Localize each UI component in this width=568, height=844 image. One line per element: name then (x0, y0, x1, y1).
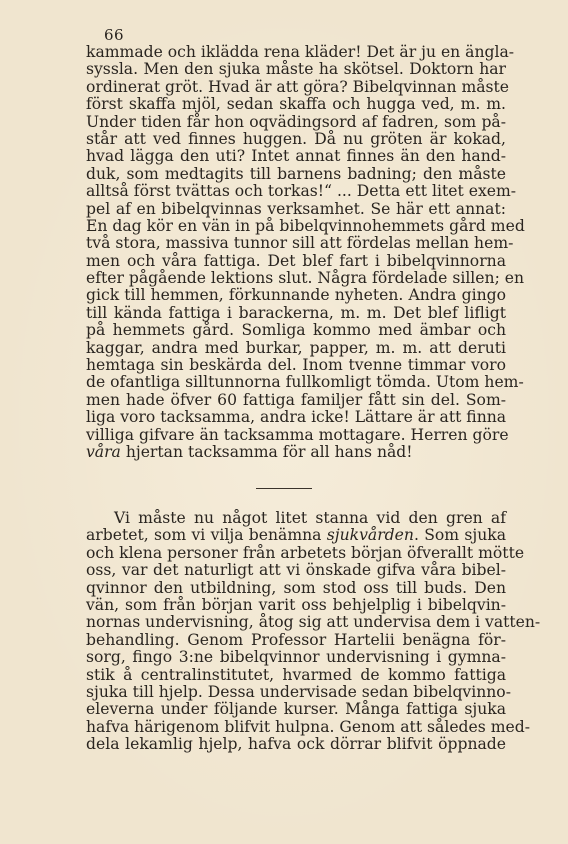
text-line: Vi måste nu något litet stanna vid den gren af (114, 509, 506, 527)
text-line: kaggar, andra med burkar, papper, m. m. att deruti (86, 338, 506, 357)
text-line: hafva härigenom blifvit hulpna. Genom att således med- (86, 717, 530, 736)
paragraph-1 (86, 43, 525, 461)
text-line: villiga gifvare än tacksamma mottagare. Herren göre (86, 425, 509, 444)
text-line: syssla. Men den sjuka måste ha skötsel. Doktorn har (86, 60, 506, 79)
text-line: pel af en bibelqvinnas verksamhet. Se här ett annat: (86, 199, 506, 218)
text-line: ordinerat gröt. Hvad är att göra? Bibelqvinnan måste (86, 77, 510, 96)
text-line: vän, som från början varit oss behjelplig i bibelqvin- (86, 595, 506, 614)
text-line: qvinnor den utbildning, som stod oss till buds. Den (86, 578, 506, 597)
text-line: kammade och iklädda rena kläder! Det är ju en ängla- (86, 43, 515, 61)
text-line: på hemmets gård. Somliga kommo med ämbar och (86, 321, 506, 340)
text-line: eleverna under följande kurser. Många fattiga sjuka (86, 700, 506, 719)
text-line: står att ved finnes huggen. Då nu gröten är kokad, (86, 129, 506, 148)
text-line: duk, som medtagits till barnens badning; den måste (86, 164, 506, 183)
text-line: och klena personer från arbetets början öfverallt mötte (86, 543, 525, 562)
text-line: oss, var det naturligt att vi önskade gifva våra bibel- (86, 561, 506, 580)
text-line: våra hjertan tacksamma för all hans nåd! (86, 442, 413, 461)
section-divider (256, 488, 312, 489)
text-line: nornas undervisning, åtog sig att undervisa dem i vatten- (86, 613, 541, 632)
text-line: dela lekamlig hjelp, hafva ock dörrar blifvit öppnade (86, 735, 506, 754)
text-line: arbetet, som vi vilja benämna sjukvården. Som sjuka (86, 526, 507, 545)
text-line: sjuka till hjelp. Dessa undervisade sedan bibelqvinno- (86, 682, 511, 701)
paragraph-2 (86, 509, 541, 754)
text-line: gick till hemmen, förkunnande nyheten. Andra gingo (86, 286, 506, 305)
text-line: En dag kör en vän in på bibelqvinnohemmets gård med (86, 216, 525, 235)
text-line: efter pågående lektions slut. Några fördelade sillen; en (86, 269, 525, 288)
text-line: till kända fattiga i barackerna, m. m. Det blef lifligt (86, 303, 506, 322)
text-line: sorg, fingo 3:ne bibelqvinnor undervisning i gymna- (86, 648, 506, 667)
text-line: två stora, massiva tunnor sill att fördelas mellan hem- (86, 234, 514, 253)
text-line: hemtaga sin beskärda del. Inom tvenne timmar voro (86, 356, 506, 375)
text-line: liga voro tacksamma, andra icke! Lättare är att finna (86, 408, 507, 427)
text-line: men och våra fattiga. Det blef fart i bibelqvinnorna (86, 251, 506, 270)
emphasized-word: våra (86, 442, 121, 461)
text-line: behandling. Genom Professor Hartelii benägna för- (86, 630, 506, 649)
text-line: stik å centralinstitutet, hvarmed de kommo fattiga (86, 665, 506, 684)
text-line: de ofantliga silltunnorna fullkomligt tömda. Utom hem- (86, 373, 524, 392)
emphasized-word: sjukvården (326, 526, 414, 545)
page-number: 66 (104, 26, 125, 44)
text-line: hvad lägga den uti? Intet annat finnes än den hand- (86, 147, 506, 166)
text-line: Under tiden får hon oqvädingsord af fadren, som på- (86, 112, 506, 131)
text-line: alltså först tvättas och torkas!“ ... Detta ett litet exem- (86, 182, 517, 201)
text-line: men hade öfver 60 fattiga familjer fått sin del. Som- (86, 390, 506, 409)
text-line: först skaffa mjöl, sedan skaffa och hugga ved, m. m. (86, 95, 506, 114)
